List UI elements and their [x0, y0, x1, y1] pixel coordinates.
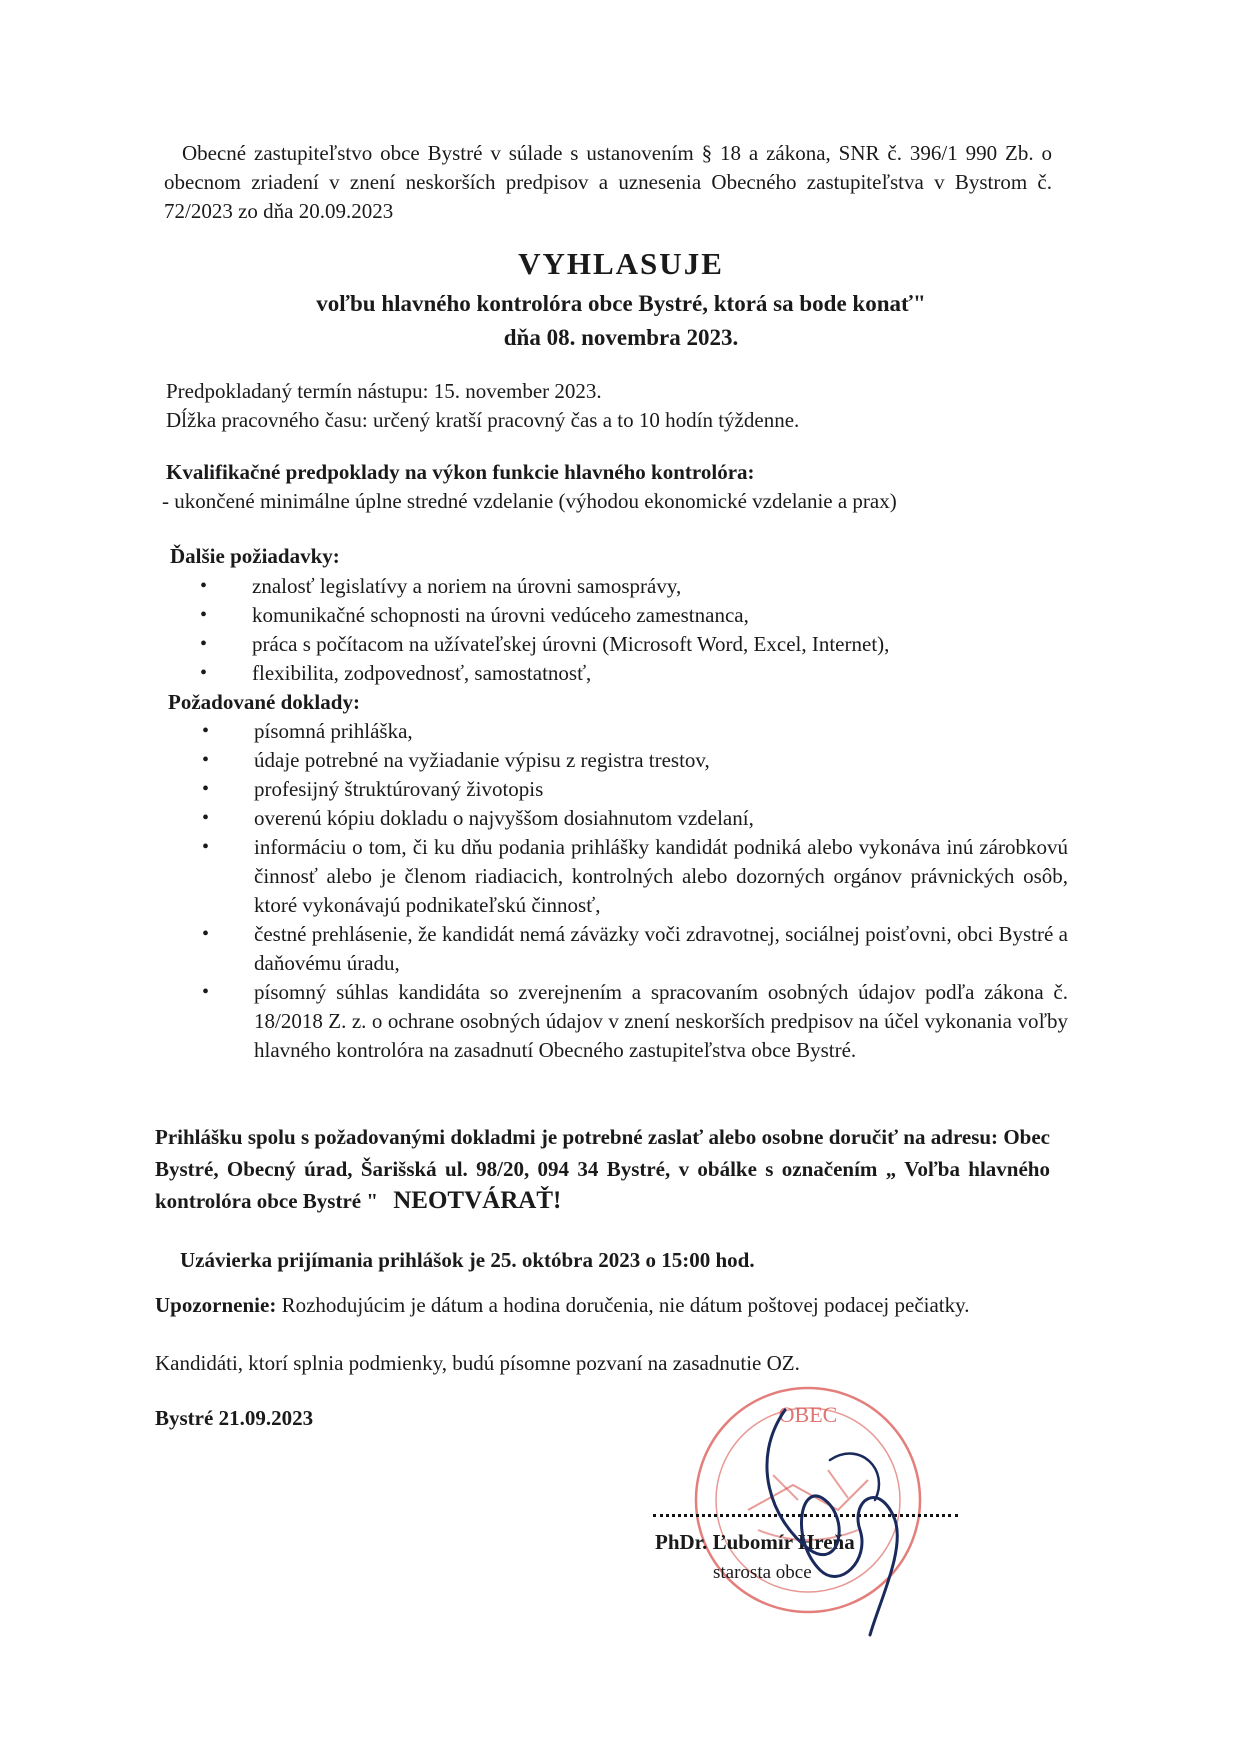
intro-paragraph: Obecné zastupiteľstvo obce Bystré v súlade s ustanovením § 18 a zákona, SNR č. 396/1 990 Zb. o obecnom zriadení v znení neskorších predpisov a uznesenia Obecného zastupiteľstva v Bystrom č. 72/2023 zo dňa 20.09.2023 [164, 141, 1052, 223]
required-documents-heading: Požadované doklady: [168, 690, 360, 714]
signatory-name: PhDr. Ľubomír Hreňa [655, 1530, 855, 1554]
list-item: • profesijný štruktúrovaný životopis [202, 775, 1068, 804]
list-item: • čestné prehlásenie, že kandidát nemá záväzky voči zdravotnej, sociálnej poisťovni, obci Bystré a daňovému úradu, [202, 920, 1068, 978]
place-date: Bystré 21.09.2023 [155, 1406, 314, 1430]
qualifications-heading: Kvalifikačné predpoklady na výkon funkcie hlavného kontrolóra: [166, 460, 755, 484]
list-item: • písomná prihláška, [202, 717, 1068, 746]
list-item: • flexibilita, zodpovednosť, samostatnosť, [200, 659, 1070, 688]
list-item: • overenú kópiu dokladu o najvyššom dosiahnutom vzdelaní, [202, 804, 1068, 833]
start-date-line: Predpokladaný termín nástupu: 15. november 2023. [166, 379, 602, 403]
qualifications-item: - ukončené minimálne úplne stredné vzdelanie (výhodou ekonomické vzdelanie a prax) [162, 489, 897, 513]
submission-warning: NEOTVÁRAŤ! [393, 1187, 562, 1214]
list-item: • komunikačné schopnosti na úrovni vedúceho zamestnanca, [200, 601, 1070, 630]
list-item: • informáciu o tom, či ku dňu podania prihlášky kandidát podniká alebo vykonáva inú zárobkovú činnosť alebo je členom riadiacich, kontrolných alebo dozorných orgánov právnických osôb, ktoré vykonávajú podnikateľskú činnosť, [202, 833, 1068, 920]
notice-label: Upozornenie: [155, 1293, 277, 1317]
notice-paragraph [155, 1291, 1060, 1320]
signatory-role: starosta obce [713, 1562, 812, 1583]
submission-text: Prihlášku spolu s požadovanými dokladmi je potrebné zaslať alebo osobne doručiť na adresu: Obec Bystré, Obecný úrad, Šarišská ul. 98/20, 094 34 Bystré, v obálke s označením „ Voľba hlavného kontrolóra obce Bystré " [155, 1125, 1050, 1213]
other-requirements-heading: Ďalšie požiadavky: [170, 544, 340, 568]
document-title: VYHLASUJE [518, 246, 724, 281]
list-item: • písomný súhlas kandidáta so zverejnením a spracovaním osobných údajov podľa zákona č. 18/2018 Z. z. o ochrane osobných údajov v znení neskorších predpisov na účel vykonania voľby hlavného kontrolóra na zasadnutí Obecného zastupiteľstva obce Bystré. [202, 978, 1068, 1065]
deadline-line: Uzávierka prijímania prihlášok je 25. októbra 2023 o 15:00 hod. [180, 1248, 755, 1272]
list-item: • práca s počítacom na užívateľskej úrovni (Microsoft Word, Excel, Internet), [200, 630, 1070, 659]
candidates-note: Kandidáti, ktorí splnia podmienky, budú písomne pozvaní na zasadnutie OZ. [155, 1351, 800, 1375]
stamp-text: OBEC [778, 1402, 838, 1427]
submission-paragraph [155, 1121, 1050, 1217]
notice-text: Rozhodujúcim je dátum a hodina doručenia, nie dátum poštovej podacej pečiatky. [281, 1293, 970, 1317]
subtitle-line-1: voľbu hlavného kontrolóra obce Bystré, ktorá sa bode konať" [316, 291, 926, 316]
subtitle-line-2: dňa 08. novembra 2023. [503, 325, 739, 350]
other-requirements-list [200, 572, 1070, 688]
list-item: • znalosť legislatívy a noriem na úrovni samosprávy, [200, 572, 1070, 601]
required-documents-list [202, 717, 1068, 1065]
work-hours-line: Dĺžka pracovného času: určený kratší pracovný čas a to 10 hodín týždenne. [166, 408, 800, 432]
list-item: • údaje potrebné na vyžiadanie výpisu z registra trestov, [202, 746, 1068, 775]
handwritten-signature [730, 1400, 940, 1640]
